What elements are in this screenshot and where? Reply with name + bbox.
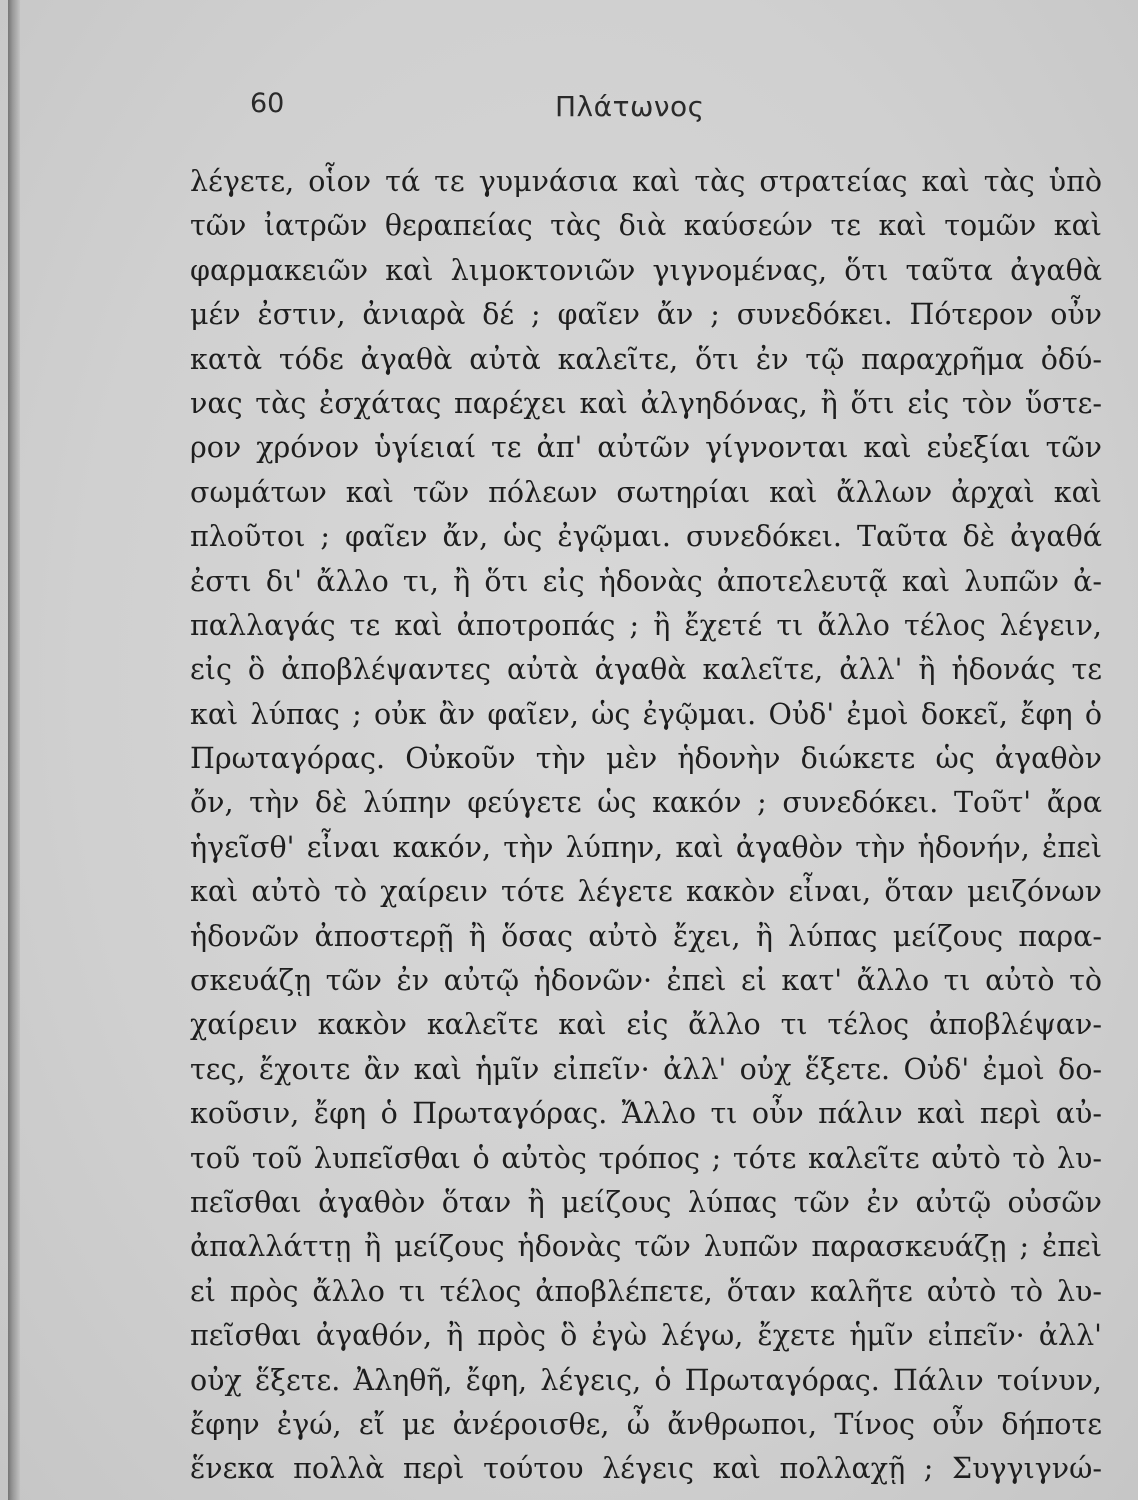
text-line: φαρμακειῶν καὶ λιμοκτονιῶν γιγνομένας, ὅτι ταῦτα ἀγαθὰ	[190, 253, 1102, 287]
running-title: Πλάτωνος	[555, 90, 705, 123]
text-line: κοῦσιν, ἔφη ὁ Πρωταγόρας. Ἄλλο τι οὖν πάλιν καὶ περὶ αὐ-	[190, 1097, 1102, 1131]
page-header	[0, 88, 1138, 128]
text-line: παλλαγάς τε καὶ ἀποτροπάς ; ἢ ἔχετέ τι ἄλλο τέλος λέγειν,	[190, 608, 1102, 642]
text-line: ἡγεῖσθ' εἶναι κακόν, τὴν λύπην, καὶ ἀγαθὸν τὴν ἡδονήν, ἐπεὶ	[190, 830, 1102, 864]
page-number: 60	[250, 88, 285, 119]
text-line: μέν ἐστιν, ἀνιαρὰ δέ ; φαῖεν ἄν ; συνεδόκει. Πότερον οὖν	[190, 298, 1102, 332]
text-line: ἔφην ἐγώ, εἴ με ἀνέροισθε, ὦ ἄνθρωποι, Τίνος οὖν δήποτε	[190, 1407, 1102, 1441]
text-line: εἰ πρὸς ἄλλο τι τέλος ἀποβλέπετε, ὅταν καλῆτε αὐτὸ τὸ λυ-	[190, 1274, 1102, 1308]
text-line: τῶν ἰατρῶν θεραπείας τὰς διὰ καύσεών τε καὶ τομῶν καὶ	[190, 209, 1102, 243]
text-line: κατὰ τόδε ἀγαθὰ αὐτὰ καλεῖτε, ὅτι ἐν τῷ παραχρῆμα ὀδύ-	[190, 342, 1102, 376]
text-line: ἡδονῶν ἀποστερῇ ἢ ὅσας αὐτὸ ἔχει, ἢ λύπας μείζους παρα-	[190, 919, 1102, 953]
text-line: καὶ αὐτὸ τὸ χαίρειν τότε λέγετε κακὸν εἶναι, ὅταν μειζόνων	[190, 875, 1102, 909]
text-line: Πρωταγόρας. Οὐκοῦν τὴν μὲν ἡδονὴν διώκετε ὡς ἀγαθὸν	[190, 742, 1102, 776]
text-line: ὄν, τὴν δὲ λύπην φεύγετε ὡς κακόν ; συνεδόκει. Τοῦτ' ἄρα	[190, 786, 1102, 820]
text-line: πλοῦτοι ; φαῖεν ἄν, ὡς ἐγῷμαι. συνεδόκει. Ταῦτα δὲ ἀγαθά	[190, 520, 1102, 554]
text-line: οὐχ ἕξετε. Ἀληθῆ, ἔφη, λέγεις, ὁ Πρωταγόρας. Πάλιν τοίνυν,	[190, 1363, 1102, 1397]
text-line: πεῖσθαι ἀγαθόν, ἢ πρὸς ὃ ἐγὼ λέγω, ἔχετε ἡμῖν εἰπεῖν· ἀλλ'	[190, 1319, 1102, 1353]
text-line: πεῖσθαι ἀγαθὸν ὅταν ἢ μείζους λύπας τῶν ἐν αὐτῷ οὐσῶν	[190, 1185, 1102, 1219]
text-line: καὶ λύπας ; οὐκ ἂν φαῖεν, ὡς ἐγῷμαι. Οὐδ' ἐμοὶ δοκεῖ, ἔφη ὁ	[190, 697, 1102, 731]
page-binding-edge	[8, 0, 20, 1500]
text-line: εἰς ὃ ἀποβλέψαντες αὐτὰ ἀγαθὰ καλεῖτε, ἀλλ' ἢ ἡδονάς τε	[190, 653, 1102, 687]
text-line: τοῦ τοῦ λυπεῖσθαι ὁ αὐτὸς τρόπος ; τότε καλεῖτε αὐτὸ τὸ λυ-	[190, 1141, 1102, 1175]
text-line: ἀπαλλάττῃ ἢ μείζους ἡδονὰς τῶν λυπῶν παρασκευάζῃ ; ἐπεὶ	[190, 1230, 1102, 1264]
text-line: σκευάζῃ τῶν ἐν αὐτῷ ἡδονῶν· ἐπεὶ εἰ κατ' ἄλλο τι αὐτὸ τὸ	[190, 964, 1102, 998]
text-line: σωμάτων καὶ τῶν πόλεων σωτηρίαι καὶ ἄλλων ἀρχαὶ καὶ	[190, 475, 1102, 509]
text-line: νας τὰς ἐσχάτας παρέχει καὶ ἀλγηδόνας, ἢ ὅτι εἰς τὸν ὕστε-	[190, 386, 1102, 420]
text-line: ἕνεκα πολλὰ περὶ τούτου λέγεις καὶ πολλαχῇ ; Συγγιγνώ-	[190, 1452, 1102, 1486]
text-line: ρον χρόνον ὑγίειαί τε ἀπ' αὐτῶν γίγνονται καὶ εὐεξίαι τῶν	[190, 431, 1102, 465]
text-line: λέγετε, οἷον τά τε γυμνάσια καὶ τὰς στρατείας καὶ τὰς ὑπὸ	[190, 165, 1102, 198]
text-line: ἐστι δι' ἄλλο τι, ἢ ὅτι εἰς ἡδονὰς ἀποτελευτᾷ καὶ λυπῶν ἀ-	[190, 564, 1102, 598]
text-line: χαίρειν κακὸν καλεῖτε καὶ εἰς ἄλλο τι τέλος ἀποβλέψαν-	[190, 1008, 1102, 1042]
text-line: τες, ἔχοιτε ἂν καὶ ἡμῖν εἰπεῖν· ἀλλ' οὐχ ἕξετε. Οὐδ' ἐμοὶ δο-	[190, 1052, 1102, 1086]
body-text	[190, 160, 1102, 1492]
